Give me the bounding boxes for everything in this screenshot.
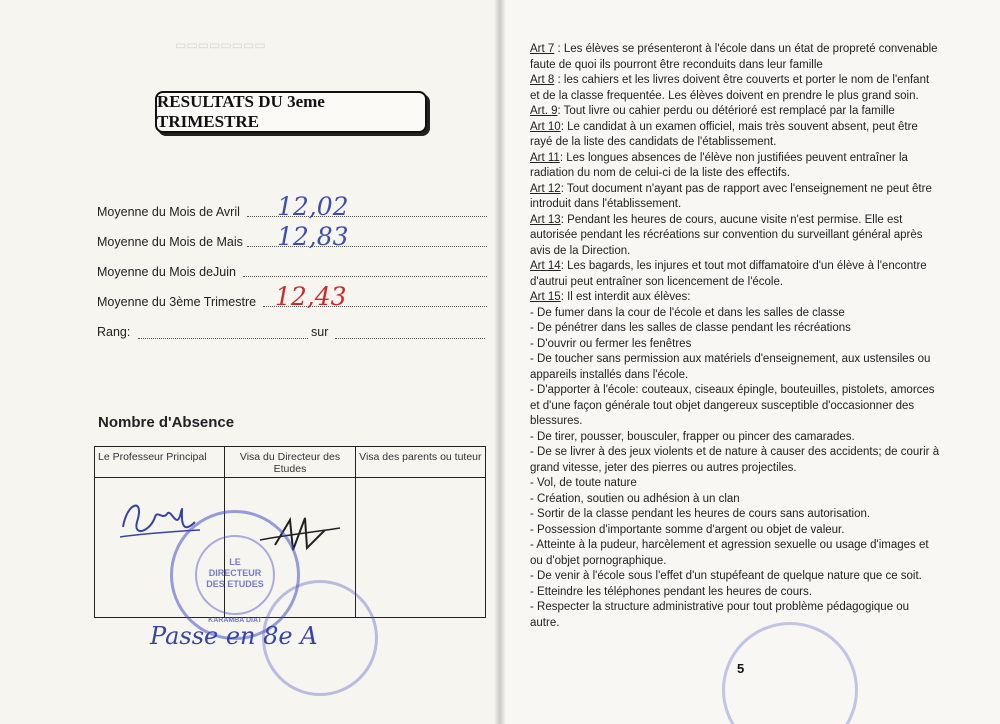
article-12: Art 12: Tout document n'ayant pas de rapport avec l'enseignement ne peut être introduit dans l'établissement. [530, 182, 932, 210]
prohibition-item: - Atteinte à la pudeur, harcèlement et agression sexuelle ou usage d'images et ou d'objet pornographique. [530, 539, 929, 567]
average-value: 12,83 [277, 222, 349, 251]
average-row-june [97, 257, 487, 281]
prohibition-item: - D'ouvrir ou fermer les fenêtres [530, 337, 692, 350]
article-number: Art 7 [530, 43, 555, 55]
prohibition-item: - Respecter la structure administrative pour tout problème pédagogique ou autre. [530, 601, 910, 629]
visa-header-teacher: Le Professeur Principal [95, 447, 225, 478]
rank-total-dotted-line [335, 338, 485, 339]
article-text: Le candidat à un examen officiel, mais très souvent absent, peut être rayé de la liste des candidats de l'établissement. [530, 120, 918, 148]
visa-header-parents: Visa des parents ou tuteur [355, 447, 485, 478]
prohibition-item: - De toucher sans permission aux matériels d'enseignement, aux ustensiles ou appareils installés dans l'école. [530, 353, 931, 381]
article-number: Art 11 [530, 151, 560, 164]
article-10: Art 10: Le candidat à un examen officiel, mais très souvent absent, peut être rayé de la liste des candidats de l'établissement. [530, 120, 918, 148]
article-text: Tout document n'ayant pas de rapport avec l'enseignement ne peut être introduit dans l'établissement. [530, 182, 932, 210]
dotted-line [243, 276, 487, 277]
article-9: Art. 9: Tout livre ou cahier perdu ou détérioré est remplacé par la famille [530, 105, 895, 117]
prohibition-item: - De pénétrer dans les salles de classe pendant les récréations [530, 322, 851, 334]
article-text: Il est interdit aux élèves: [567, 291, 691, 303]
handwritten-note: Passe en 8e A [150, 622, 318, 650]
results-title: RESULTATS DU 3eme TRIMESTRE [157, 92, 325, 131]
rank-sur-label: sur [311, 325, 329, 339]
stamp-ring-text: KARAMBA DIAT [208, 617, 262, 624]
average-label: Moyenne du 3ème Trimestre [97, 295, 257, 309]
results-title-box [155, 91, 427, 133]
article-number: Art 14 [530, 260, 561, 272]
rank-dotted-line [138, 338, 308, 339]
article-text: les cahiers et les livres doivent être couverts et porter le nom de l'enfant et de la classe frequentée. Les élèves doivent en prendre le plus grand soin. [530, 74, 930, 102]
average-row-may [97, 222, 487, 251]
prohibition-item: - Possession d'importante somme d'argent ou objet de valeur. [530, 523, 845, 536]
rules-text [530, 42, 940, 631]
article-number: Art 10 [530, 120, 561, 133]
article-text: Tout livre ou cahier perdu ou détérioré est remplacé par la famille [563, 105, 895, 117]
article-text: Pendant les heures de cours, aucune visite n'est permise. Elle est autorisée pendant les récréations sur convention du surveillant général après avis de la Direction. [530, 213, 923, 257]
visa-header-director: Visa du Directeur des Etudes [225, 447, 355, 478]
average-label: Moyenne du Mois de Mais [97, 235, 243, 249]
article-text: Les longues absences de l'élève non justifiées peuvent entraîner la radiation du nom de celui-ci de la liste des effectifs. [530, 151, 908, 179]
bleed-through-text: ▭▭▭▭▭▭▭▭ [175, 38, 266, 52]
article-text: Les élèves se présenteront à l'école dans un état de propreté convenable faute de quoi ils pourront être reconduits dans leur famille [530, 43, 938, 71]
article-8: Art 8 : les cahiers et les livres doivent être couverts et porter le nom de l'enfant et de la classe frequentée. Les élèves doivent en prendre le plus grand soin. [530, 74, 930, 102]
article-number: Art 8 [530, 74, 555, 86]
average-value: 12,02 [277, 192, 349, 221]
prohibition-item: - De se livrer à des jeux violents et de nature à causer des accidents; de courir à grand vitesse, jeter des pierres ou autres projectiles. [530, 446, 940, 474]
article-13: Art 13: Pendant les heures de cours, aucune visite n'est permise. Elle est autorisée pendant les récréations sur convention du surveillant général après avis de la Direction. [530, 213, 923, 257]
article-15: Art 15: Il est interdit aux élèves: [530, 291, 691, 303]
average-label: Moyenne du Mois deJuin [97, 265, 236, 279]
absence-title: Nombre d'Absence [98, 414, 235, 431]
prohibition-item: - Etteindre les téléphones pendant les heures de cours. [530, 585, 812, 598]
parents-signature-cell [355, 478, 485, 618]
article-14: Art 14: Les bagards, les injures et tout mot diffamatoire d'un élève à l'encontre d'autrui peut entraîner son licencement de l'école. [530, 260, 927, 288]
prohibition-item: - Vol, de toute nature [530, 477, 637, 489]
trimester-average-value: 12,43 [275, 282, 347, 311]
article-text: Les bagards, les injures et tout mot diffamatoire d'un élève à l'encontre d'autrui peut entraîner son licencement de l'école. [530, 260, 927, 288]
average-label: Moyenne du Mois de Avril [97, 205, 240, 219]
stamp-center-text: LE DIRECTEUR DES ETUDES [206, 557, 264, 589]
article-number: Art 13 [530, 213, 561, 226]
book-gutter [494, 0, 506, 724]
average-row-april [97, 192, 487, 221]
article-number: Art 12 [530, 182, 561, 195]
article-11: Art 11: Les longues absences de l'élève non justifiées peuvent entraîner la radiation du nom de celui-ci de la liste des effectifs. [530, 151, 908, 179]
average-row-trimester [97, 282, 487, 311]
article-7: Art 7 : Les élèves se présenteront à l'école dans un état de propreté convenable faute de quoi ils pourront être reconduits dans leur famille [530, 43, 938, 71]
prohibition-item: - De fumer dans la cour de l'école et dans les salles de classe [530, 306, 845, 319]
prohibition-item: - Création, soutien ou adhésion à un clan [530, 492, 740, 505]
page-number: 5 [737, 661, 745, 676]
prohibition-item: - Sortir de la classe pendant les heures de cours sans autorisation. [530, 508, 871, 520]
article-number: Art. 9 [530, 105, 558, 117]
prohibition-item: - De tirer, pousser, bousculer, frapper ou pincer des camarades. [530, 430, 855, 443]
article-number: Art 15 [530, 291, 561, 303]
prohibition-item: - D'apporter à l'école: couteaux, ciseaux épingle, bouteuilles, pistolets, amorces et d'une façon générale tout objet dangereux susceptible d'occasionner des blessures. [530, 384, 935, 427]
rank-label: Rang: [97, 325, 131, 339]
prohibition-item: - De venir à l'école sous l'effet d'un stupéfeant de quelque nature que ce soit. [530, 570, 922, 582]
